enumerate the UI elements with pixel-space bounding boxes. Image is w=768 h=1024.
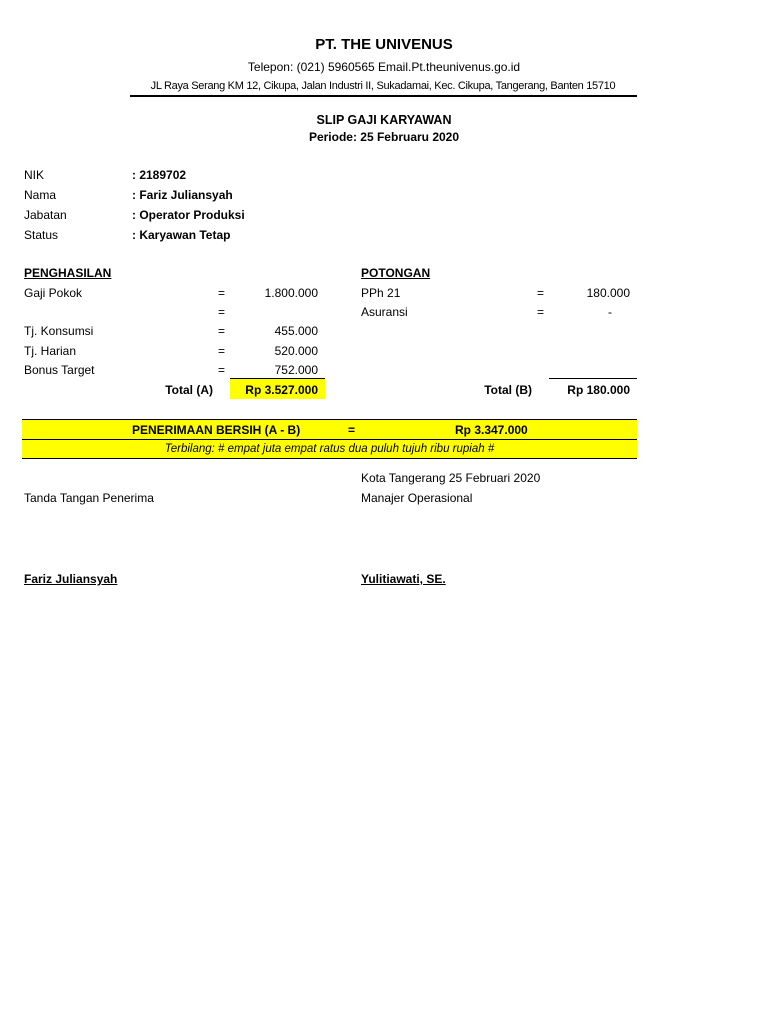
income-row-label: Gaji Pokok [24, 286, 83, 300]
income-row-amount: 455.000 [274, 324, 318, 338]
income-row-amount: 1.800.000 [264, 286, 318, 300]
deduction-subtotal-line [549, 378, 637, 379]
header-divider [130, 95, 637, 97]
deduction-total-label: Total (B) [484, 383, 532, 397]
company-address: JL Raya Serang KM 12, Cikupa, Jalan Industri II, Sukadamai, Kec. Cikupa, Tangerang, Banten 15710 [150, 80, 616, 92]
receiver-title: Tanda Tangan Penerima [24, 491, 154, 505]
income-row-amount: 752.000 [274, 363, 318, 377]
place-date: Kota Tangerang 25 Februari 2020 [361, 471, 541, 485]
income-row-eq: = [218, 363, 226, 377]
deduction-total-value: Rp 180.000 [567, 383, 630, 397]
net-pay-bottom-border [22, 458, 637, 459]
manager-name: Yulitiawati, SE. [361, 572, 446, 586]
employee-name-value: : Fariz Juliansyah [132, 188, 233, 202]
employee-name-label: Nama [24, 188, 57, 202]
employee-nik-label: NIK [24, 168, 45, 182]
income-total-value: Rp 3.527.000 [245, 383, 318, 397]
net-pay-top-border [22, 419, 637, 420]
employee-position-label: Jabatan [24, 208, 67, 222]
income-row-label: Bonus Target [24, 363, 95, 377]
deduction-row-label: Asuransi [361, 305, 408, 319]
deduction-row-amount: - [608, 305, 612, 319]
net-pay-middle-border [22, 439, 637, 440]
income-heading: PENGHASILAN [24, 266, 112, 280]
income-row-label: Tj. Konsumsi [24, 324, 94, 338]
company-name: PT. THE UNIVENUS [315, 36, 453, 53]
income-total-label: Total (A) [165, 383, 213, 397]
employee-status-label: Status [24, 228, 59, 242]
manager-title: Manajer Operasional [361, 491, 473, 505]
net-pay-label: PENERIMAAN BERSIH (A - B) [132, 423, 301, 437]
company-contact: Telepon: (021) 5960565 Email.Pt.theunivenus.go.id [247, 60, 521, 74]
income-row-label: Tj. Harian [24, 344, 77, 358]
employee-nik-value: : 2189702 [132, 168, 187, 182]
receiver-name: Fariz Juliansyah [24, 572, 118, 586]
income-row-eq: = [218, 286, 226, 300]
income-row-amount: 520.000 [274, 344, 318, 358]
deduction-row-label: PPh 21 [361, 286, 401, 300]
employee-position-value: : Operator Produksi [132, 208, 245, 222]
slip-title: SLIP GAJI KARYAWAN [316, 113, 452, 127]
income-row-eq: = [218, 324, 226, 338]
net-pay-value: Rp 3.347.000 [455, 423, 528, 437]
deduction-row-amount: 180.000 [586, 286, 630, 300]
income-row-eq: = [218, 344, 226, 358]
employee-status-value: : Karyawan Tetap [132, 228, 231, 242]
slip-period: Periode: 25 Februaru 2020 [308, 130, 460, 144]
income-row-eq: = [218, 305, 226, 319]
deduction-row-eq: = [537, 286, 545, 300]
deduction-row-eq: = [537, 305, 545, 319]
deduction-heading: POTONGAN [361, 266, 431, 280]
net-pay-spelled: Terbilang: # empat juta empat ratus dua puluh tujuh ribu rupiah # [164, 443, 495, 455]
net-pay-eq: = [348, 423, 356, 437]
